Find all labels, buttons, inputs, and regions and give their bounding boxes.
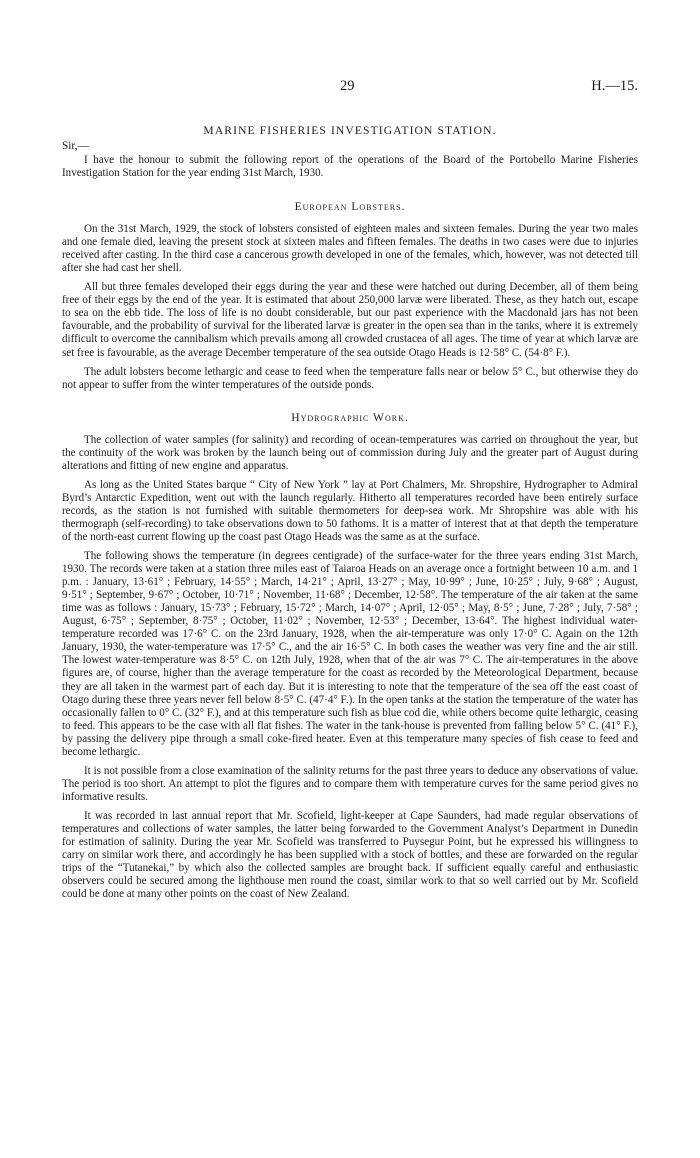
lobsters-paragraph: The adult lobsters become lethargic and cease to feed when the temperature falls near or below 5° C., but otherwise they do not appear to suffer from the winter temperatures of the outside ponds. (62, 365, 638, 391)
hydrographic-paragraph: The collection of water samples (for salinity) and recording of ocean-temperatures was carried on throughout the year, but the continuity of the work was broken by the launch being out of commission during July and the greater part of August during alterations and fitting of new engine and apparatus. (62, 433, 638, 472)
running-header (62, 78, 638, 102)
salutation: Sir,— (62, 140, 89, 152)
report-title: MARINE FISHERIES INVESTIGATION STATION. (203, 124, 497, 137)
hydrographic-paragraph: As long as the United States barque “ City of New York ” lay at Port Chalmers, Mr. Shropshire, Hydrographer to Admiral Byrd’s Antarctic Expedition, went out with the launch regularly. Hitherto all temperatures recorded have been entirely surface records, as the station is not furnished with suitable thermometers for deep-sea work. Mr Shropshire was able with his thermograph (self-recording) to take observations down to 50 fathoms. It is a matter of interest that at that depth the temperature of the north-east current flowing up the coast past Otago Heads was the same as at the surface. (62, 478, 638, 543)
lobsters-paragraph: On the 31st March, 1929, the stock of lobsters consisted of eighteen males and sixteen females. During the year two males and one female died, leaving the present stock at sixteen males and fifteen females. The deaths in two cases were due to injuries received after casting. In the third case a cancerous growth developed in one of the females, which, however, was not detected till after she had cast her shell. (62, 223, 638, 275)
section-heading-european-lobsters: European Lobsters. (294, 200, 406, 214)
page-number: 29 (340, 78, 355, 94)
document-page (62, 78, 638, 901)
document-reference: H.—15. (591, 78, 638, 94)
intro-paragraph: I have the honour to submit the following report of the operations of the Board of the Portobello Marine Fisheries Investigation Station for the year ending 31st March, 1930. (62, 154, 638, 180)
lobsters-paragraph: All but three females developed their eggs during the year and these were hatched out during December, all of them being free of their eggs by the end of the year. It is estimated that about 250,000 larvæ were liberated. These, as they hatch out, escape to sea on the ebb tide. The loss of life is no doubt considerable, but our past experience with the Macdonald jars has not been favourable, and the probability of survival for the liberated larvæ is greater in the open sea than in the tanks, where it is extremely difficult to overcome the cannibalism which prevails among all crowded crustacea of all ages. The time of year at which larvæ are set free is favourable, as the average December temperature of the sea outside Otago Heads is 12·58° C. (54·8° F.). (62, 281, 638, 359)
hydrographic-paragraph: It is not possible from a close examination of the salinity returns for the past three years to deduce any observations of value. The period is too short. An attempt to plot the figures and to compare them with temperature curves for the same period gives no informative results. (62, 764, 638, 803)
section-heading-hydrographic-work: Hydrographic Work. (291, 410, 409, 424)
hydrographic-paragraph: The following shows the temperature (in degrees centigrade) of the surface-water for the three years ending 31st March, 1930. The records were taken at a station three miles east of Taiaroa Heads on an average once a fortnight between 10 a.m. and 1 p.m. : January, 13·61° ; February, 14·55° ; March, 14·21° ; April, 13·27° ; May, 10·99° ; June, 10·25° ; July, 9·68° ; August, 9·51° ; September, 9·67° ; October, 10·71° ; November, 11·68° ; December, 12·58°. The temperature of the air taken at the same time was as follows : January, 15·73° ; February, 15·72° ; March, 14·07° ; April, 12·05° ; May, 8·5° ; June, 7·28° ; July, 7·58° ; August, 6·75° ; September, 8·75° ; October, 11·02° ; November, 12·53° ; December, 13·64°. The highest individual water-temperature recorded was 17·6° C. on the 23rd January, 1928, when the air-temperature was only 17·0° C. Again on the 12th January, 1930, the water-temperature was 17·5° C., and the air 16·5° C. In both cases the weather was very fine and the air still. The lowest water-temperature was 8·5° C. on 12th July, 1928, when that of the air was 7° C. The air-temperatures in the above figures are, of course, higher than the average temperature for the coast as recorded by the Meteorological Department, because they are all taken in the warmest part of each day. But it is interesting to note that the temperature of the sea off the east coast of Otago during these three years never fell below 8·5° C. (47·4° F.). In the open tanks at the station the temperature of the water has occasionally fallen to 0° C. (32° F.), and at this temperature such fish as blue cod die, while others become quite lethargic, ceasing to feed. This appears to be the case with all flat fishes. The water in the tank-house is prevented from falling below 5° C. (41° F.), by passing the delivery pipe through a small coke-fired heater. Even at this temperature many species of fish cease to feed and become lethargic. (62, 550, 638, 758)
hydrographic-paragraph: It was recorded in last annual report that Mr. Scofield, light-keeper at Cape Saunders, had made regular observations of temperatures and collections of water samples, the latter being forwarded to the Government Analyst’s Department in Dunedin for estimation of salinity. During the year Mr. Scofield was transferred to Puysegur Point, but he expressed his willingness to carry on similar work there, and accordingly he has been supplied with a stock of bottles, and these are forwarded on the regular trips of the “Tutanekai,” by which also the collected samples are brought back. If sufficient equally careful and enthusiastic observers could be secured among the lighthouse men round the coast, similar work to that so well carried out by Mr. Scofield could be done at many other points on the coast of New Zealand. (62, 809, 638, 901)
